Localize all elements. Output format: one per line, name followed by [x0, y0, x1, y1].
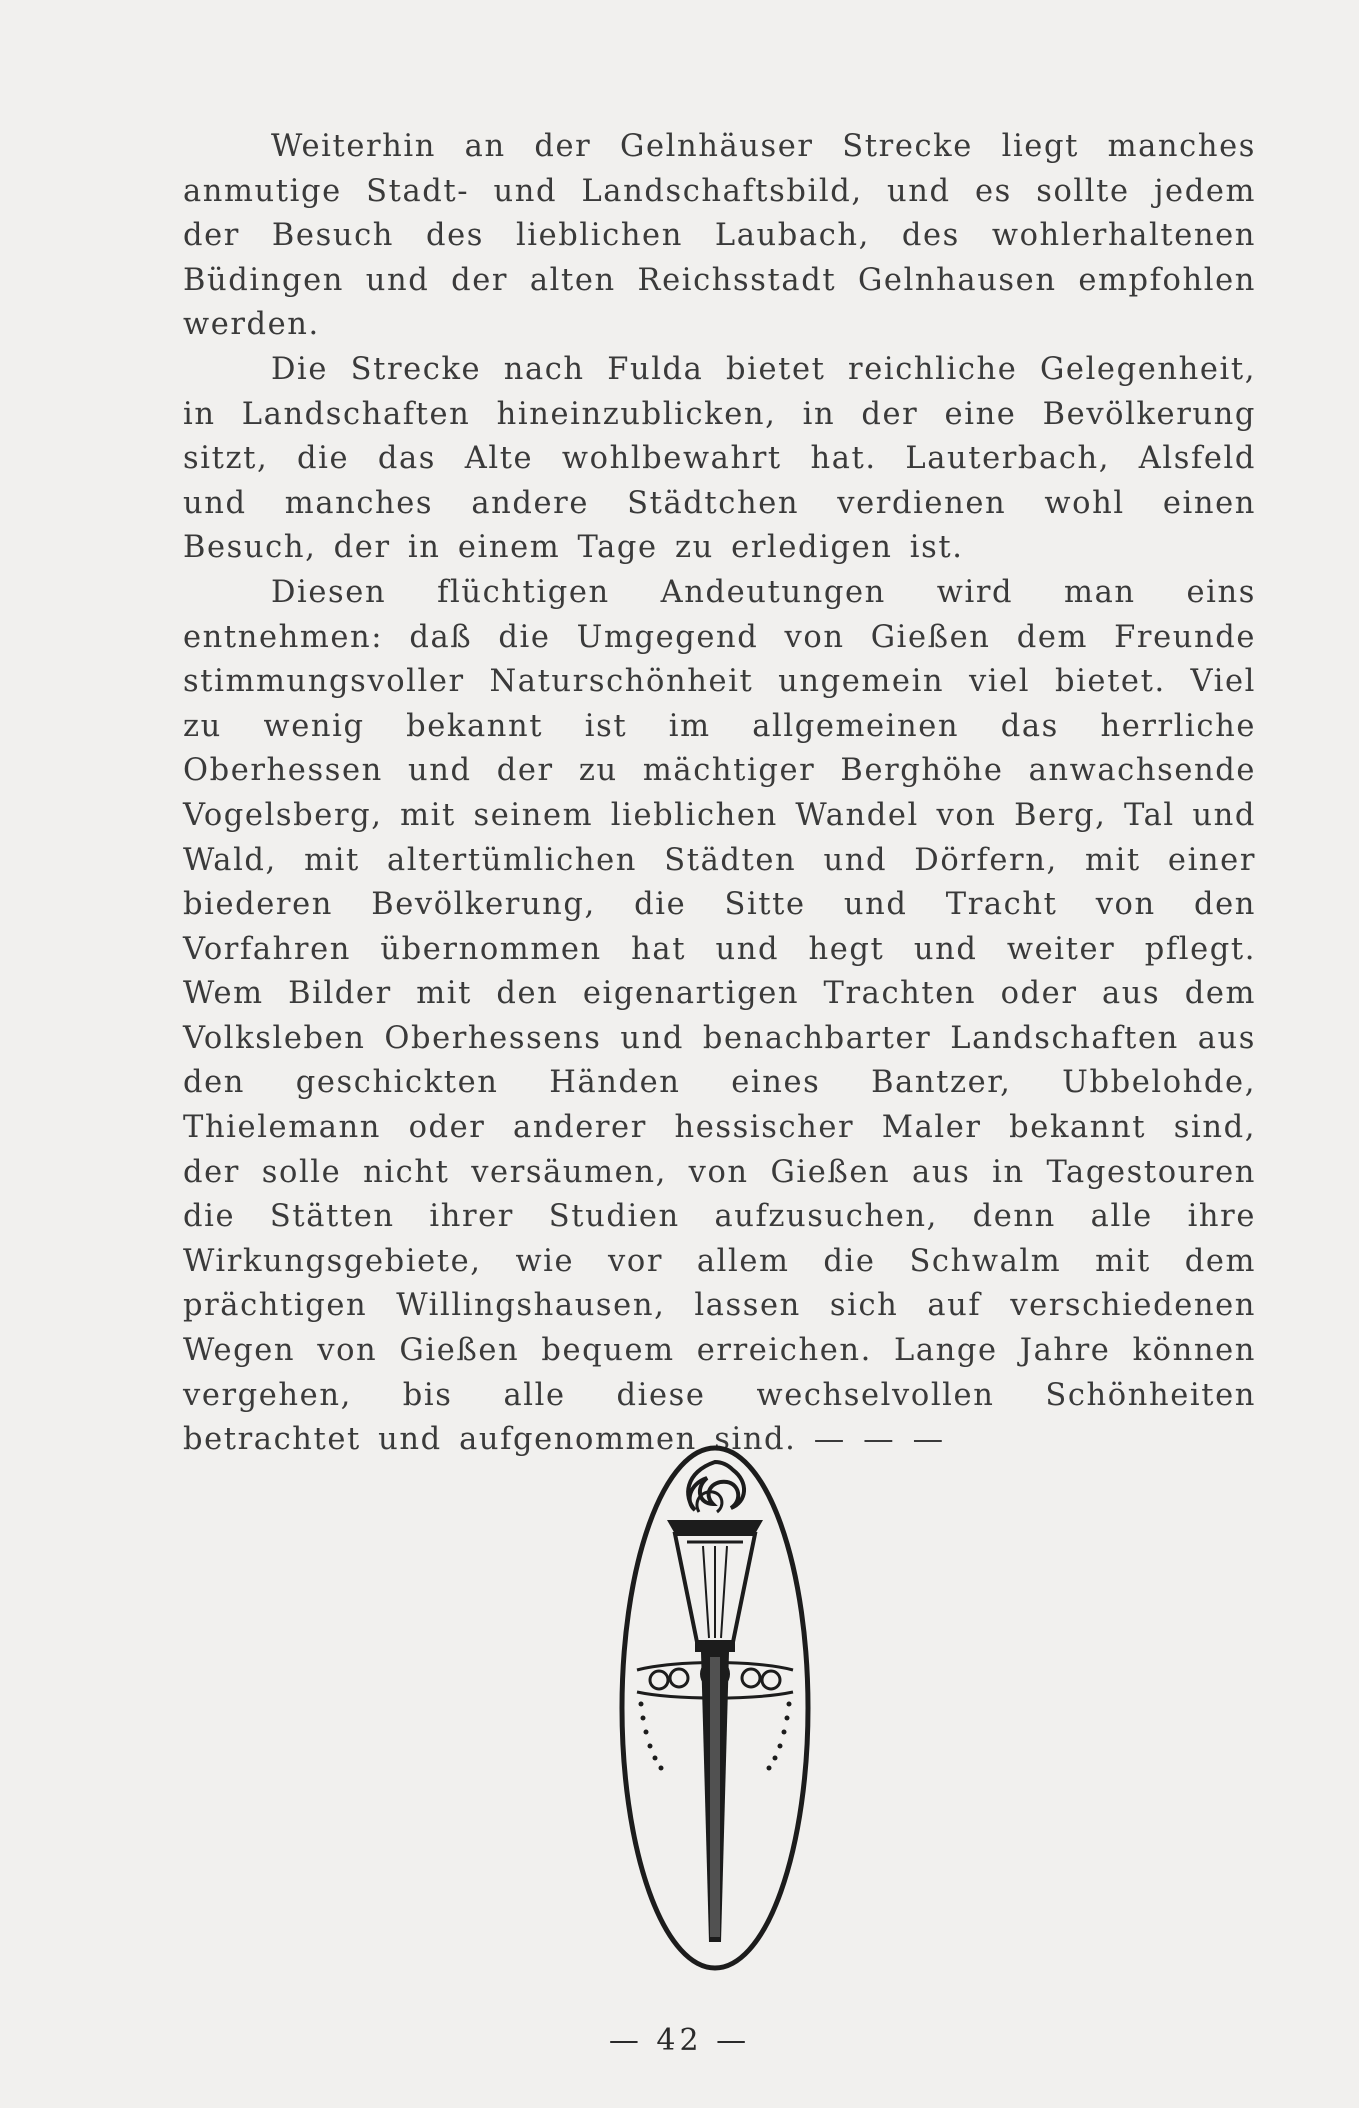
- paragraph-3: Diesen flüchtigen Andeutungen wird man eins entnehmen: daß die Umgegend von Gießen dem Freunde stimmungsvoller Naturschönheit ungemein viel bietet. Viel zu wenig bekannt ist im allgemeinen das herrliche Oberhessen und der zu mächtiger Berghöhe anwachsende Vogelsberg, mit seinem lieblichen Wandel von Berg, Tal und Wald, mit altertümlichen Städten und Dörfern, mit einer biederen Bevölkerung, die Sitte und Tracht von den Vorfahren übernommen hat und hegt und weiter pflegt. Wem Bilder mit den eigenartigen Trachten oder aus dem Volksleben Oberhessens und benachbarter Landschaften aus den geschickten Händen eines Bantzer, Ubbelohde, Thielemann oder anderer hessischer Maler bekannt sind, der solle nicht versäumen, von Gießen aus in Tagestouren die Stätten ihrer Studien aufzusuchen, denn alle ihre Wirkungsgebiete, wie vor allem die Schwalm mit dem prächtigen Willingshausen, lassen sich auf verschiedenen Wegen von Gießen bequem erreichen. Lange Jahre können vergehen, bis alle diese wechselvollen Schönheiten betrachtet und aufgenommen sind. — — —: [183, 574, 1256, 1458]
- paragraph-1: Weiterhin an der Gelnhäuser Strecke liegt manches anmutige Stadt- und Landschaftsbild, und es sollte jedem der Besuch des lieblichen Laubach, des wohlerhaltenen Büdingen und der alten Reichsstadt Gelnhausen empfohlen werden.: [183, 129, 1256, 343]
- body-text: [183, 125, 1256, 1463]
- paragraph-2: Die Strecke nach Fulda bietet reichliche Gelegenheit, in Landschaften hineinzublicken, in der eine Bevölkerung sitzt, die das Alte wohlbewahrt hat. Lauterbach, Alsfeld und manches andere Städtchen verdienen wohl einen Besuch, der in einem Tage zu erledigen ist.: [183, 351, 1256, 566]
- torch-in-oval-icon: [615, 1442, 815, 1975]
- page-number: — 42 —: [608, 2023, 751, 2058]
